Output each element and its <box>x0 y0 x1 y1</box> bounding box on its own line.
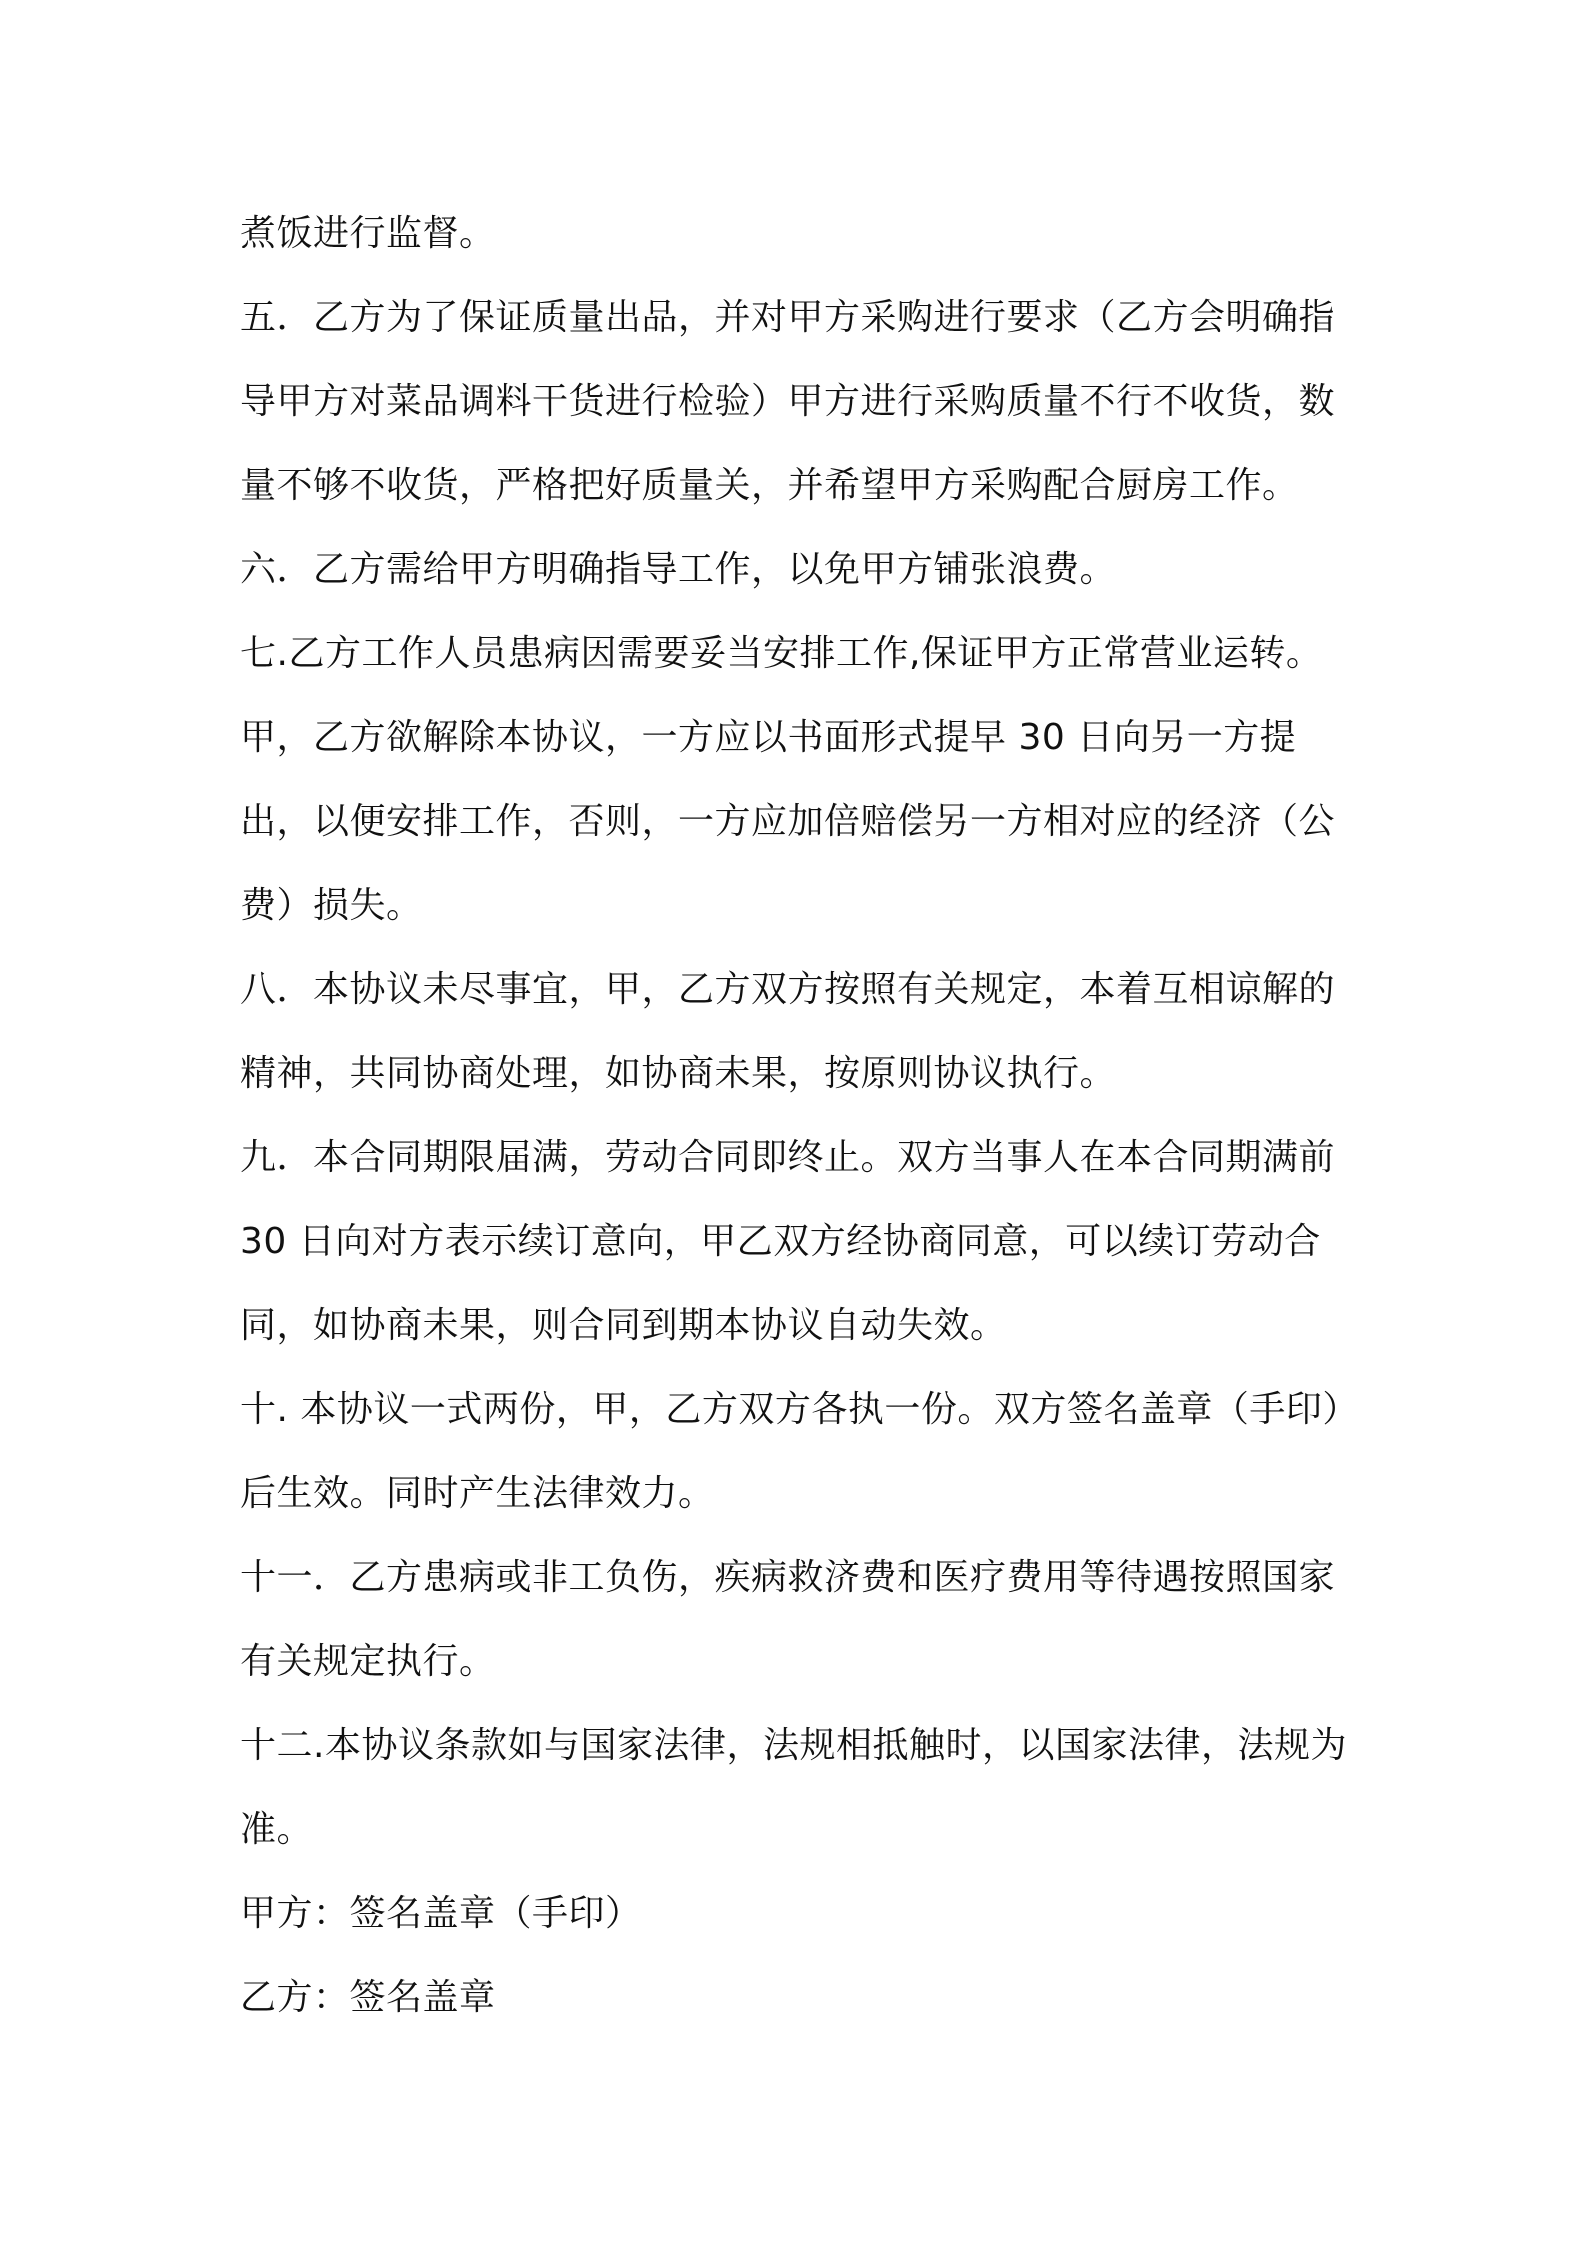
clause-8-matters: 八．本协议未尽事宜，甲，乙方双方按照有关规定，本着互相谅解的精神，共同协商处理，如协商未果，按原则协议执行。 <box>240 969 1336 1094</box>
clause-6-guidance: 六．乙方需给甲方明确指导工作，以免甲方铺张浪费。 <box>240 549 1117 590</box>
signature-party-a: 甲方：签名盖章（手印） <box>240 1893 642 1934</box>
clause-11-illness: 十一．乙方患病或非工负伤，疾病救济费和医疗费用等待遇按照国家有关规定执行。 <box>240 1557 1336 1682</box>
clause-10-copies: 十. 本协议一式两份，甲，乙方双方各执一份。双方签名盖章（手印）后生效。同时产生法律效力。 <box>240 1389 1359 1514</box>
signature-party-b: 乙方：签名盖章 <box>240 1977 496 2018</box>
document-body <box>240 192 1360 2040</box>
paragraph-cooking-supervision: 煮饭进行监督。 <box>240 213 496 254</box>
clause-12-law: 十二.本协议条款如与国家法律，法规相抵触时，以国家法律，法规为准。 <box>240 1725 1347 1850</box>
clause-9-term: 九．本合同期限届满，劳动合同即终止。双方当事人在本合同期满前 30 日向对方表示续订意向，甲乙双方经协商同意，可以续订劳动合同，如协商未果，则合同到期本协议自动失效。 <box>240 1137 1347 1346</box>
clause-5-quality: 五．乙方为了保证质量出品，并对甲方采购进行要求（乙方会明确指导甲方对菜品调料干货进行检验）甲方进行采购质量不行不收货，数量不够不收货，严格把好质量关，并希望甲方采购配合厨房工作。 <box>240 297 1336 506</box>
clause-7-staff: 七.乙方工作人员患病因需要妥当安排工作,保证甲方正常营业运转。甲，乙方欲解除本协议，一方应以书面形式提早 30 日向另一方提出，以便安排工作，否则，一方应加倍赔偿另一方相对应的经济（公费）损失。 <box>240 633 1336 926</box>
